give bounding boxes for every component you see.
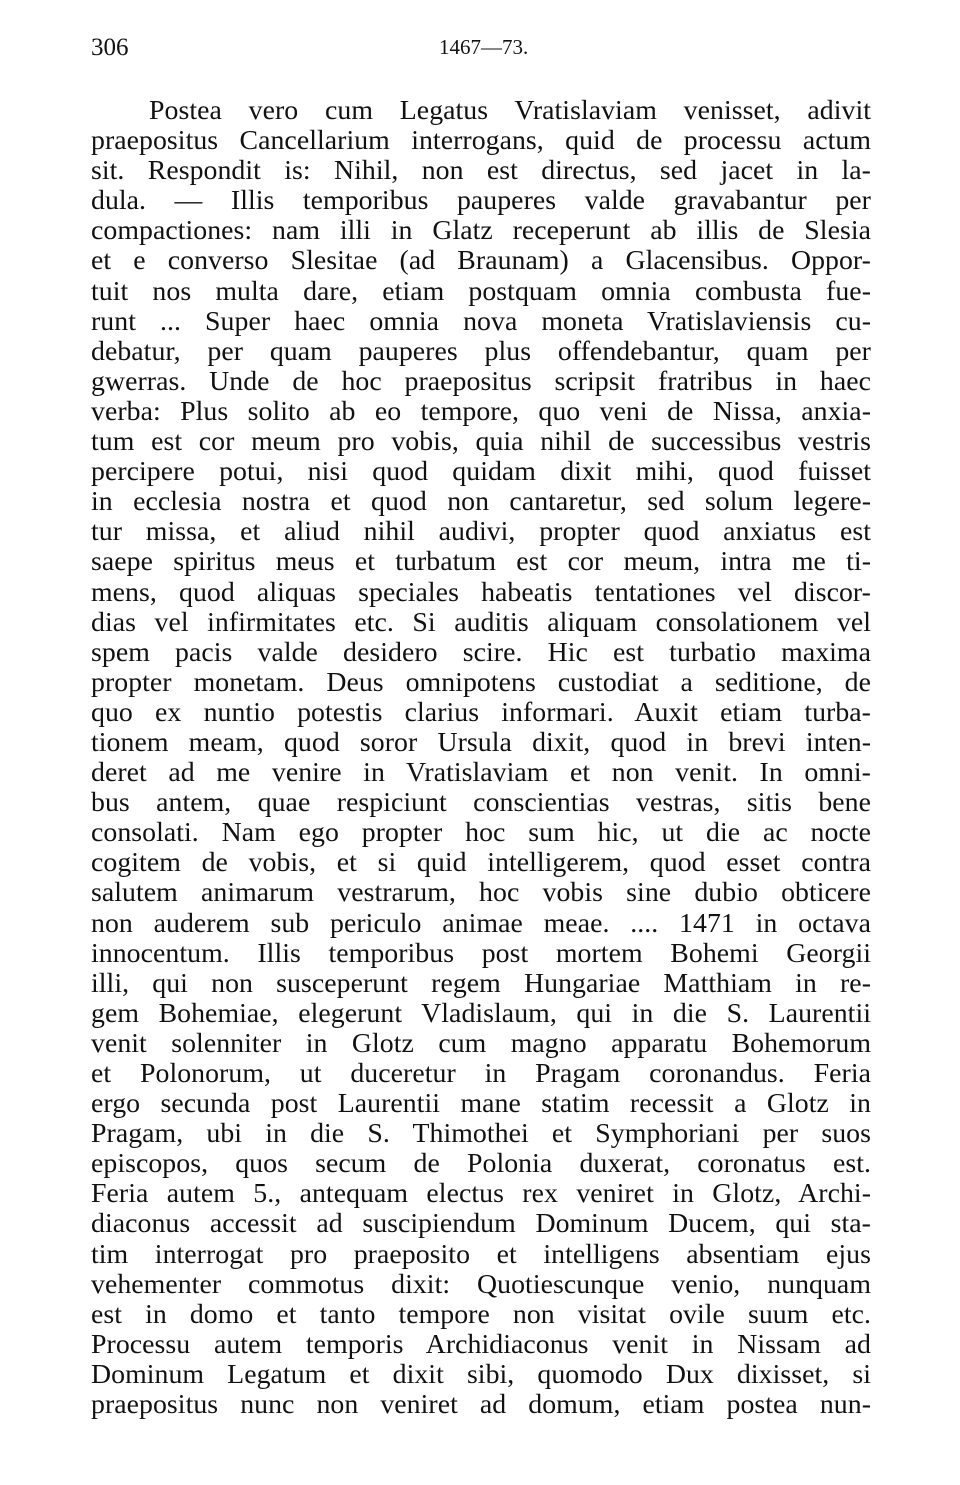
text-line: et e converso Slesitae (ad Braunam) a Glacensibus. Oppor- bbox=[91, 245, 871, 277]
text-line: non auderem sub periculo animae meae. .... 1471 in octava bbox=[91, 907, 871, 939]
body-text bbox=[91, 96, 871, 1420]
text-line: illi, qui non susceperunt regem Hungariae Matthiam in re- bbox=[91, 967, 871, 999]
text-line: episcopos, quos secum de Polonia duxerat, coronatus est. bbox=[91, 1148, 871, 1180]
text-line: percipere potui, nisi quod quidam dixit mihi, quod fuisset bbox=[91, 456, 871, 488]
text-line: debatur, per quam pauperes plus offendebantur, quam per bbox=[91, 335, 871, 367]
text-line: in ecclesia nostra et quod non cantaretur, sed solum legere- bbox=[91, 486, 871, 518]
text-line: propter monetam. Deus omnipotens custodiat a seditione, de bbox=[91, 666, 871, 698]
text-line: et Polonorum, ut duceretur in Pragam coronandus. Feria bbox=[91, 1058, 871, 1089]
text-line: diaconus accessit ad suscipiendum Dominum Ducem, qui sta- bbox=[91, 1208, 871, 1240]
text-line: tim interrogat pro praeposito et intelligens absentiam ejus bbox=[91, 1238, 871, 1270]
text-line: quo ex nuntio potestis clarius informari. Auxit etiam turba- bbox=[91, 696, 871, 728]
text-line: Dominum Legatum et dixit sibi, quomodo Dux dixisset, si bbox=[91, 1358, 871, 1390]
text-line: praepositus nunc non veniret ad domum, etiam postea nun- bbox=[91, 1389, 871, 1421]
text-line: gem Bohemiae, elegerunt Vladislaum, qui in die S. Laurentii bbox=[91, 997, 871, 1029]
text-line: dula. — Illis temporibus pauperes valde gravabantur per bbox=[91, 185, 871, 217]
document-page bbox=[91, 34, 871, 1420]
text-line: innocentum. Illis temporibus post mortem Bohemi Georgii bbox=[91, 937, 871, 969]
text-line: cogitem de vobis, et si quid intelligerem, quod esset contra bbox=[91, 847, 871, 879]
text-line: mens, quod aliquas speciales habeatis tentationes vel discor- bbox=[91, 576, 871, 608]
text-line: runt ... Super haec omnia nova moneta Vratislaviensis cu- bbox=[91, 305, 871, 337]
text-line: praepositus Cancellarium interrogans, quid de processu actum bbox=[91, 125, 871, 157]
text-line: saepe spiritus meus et turbatum est cor meum, intra me ti- bbox=[91, 546, 871, 578]
running-head: 1467—73. bbox=[439, 35, 529, 59]
text-line: ergo secunda post Laurentii mane statim recessit a Glotz in bbox=[91, 1088, 871, 1120]
text-line: Processu autem temporis Archidiaconus venit in Nissam ad bbox=[91, 1328, 871, 1360]
text-line: est in domo et tanto tempore non visitat ovile suum etc. bbox=[91, 1298, 871, 1330]
text-line: sit. Respondit is: Nihil, non est directus, sed jacet in la- bbox=[91, 155, 871, 187]
text-line: consolati. Nam ego propter hoc sum hic, ut die ac nocte bbox=[91, 817, 871, 849]
text-line: tur missa, et aliud nihil audivi, propter quod anxiatus est bbox=[91, 516, 871, 548]
text-line: compactiones: nam illi in Glatz receperunt ab illis de Slesia bbox=[91, 215, 871, 247]
text-line: verba: Plus solito ab eo tempore, quo veni de Nissa, anxia- bbox=[91, 395, 871, 427]
text-line: deret ad me venire in Vratislaviam et non venit. In omni- bbox=[91, 757, 871, 789]
text-line: vehementer commotus dixit: Quotiescunque venio, nunquam bbox=[91, 1268, 871, 1300]
text-line: spem pacis valde desidero scire. Hic est turbatio maxima bbox=[91, 636, 871, 668]
text-line: gwerras. Unde de hoc praepositus scripsit fratribus in haec bbox=[91, 365, 871, 397]
text-line: venit solenniter in Glotz cum magno apparatu Bohemorum bbox=[91, 1027, 871, 1059]
text-line: Pragam, ubi in die S. Thimothei et Symphoriani per suos bbox=[91, 1118, 871, 1150]
text-line: Postea vero cum Legatus Vratislaviam venisset, adivit bbox=[149, 95, 871, 126]
text-line: tionem meam, quod soror Ursula dixit, quod in brevi inten- bbox=[91, 726, 871, 758]
text-line: salutem animarum vestrarum, hoc vobis sine dubio obticere bbox=[91, 877, 871, 909]
text-line: tum est cor meum pro vobis, quia nihil de successibus vestris bbox=[91, 426, 871, 458]
page-header bbox=[91, 34, 871, 70]
text-line: tuit nos multa dare, etiam postquam omnia combusta fue- bbox=[91, 275, 871, 307]
text-line: Feria autem 5., antequam electus rex veniret in Glotz, Archi- bbox=[91, 1178, 871, 1210]
page-number: 306 bbox=[91, 34, 129, 61]
text-line: dias vel infirmitates etc. Si auditis aliquam consolationem vel bbox=[91, 606, 871, 638]
text-line: bus antem, quae respiciunt conscientias vestras, sitis bene bbox=[91, 787, 871, 819]
